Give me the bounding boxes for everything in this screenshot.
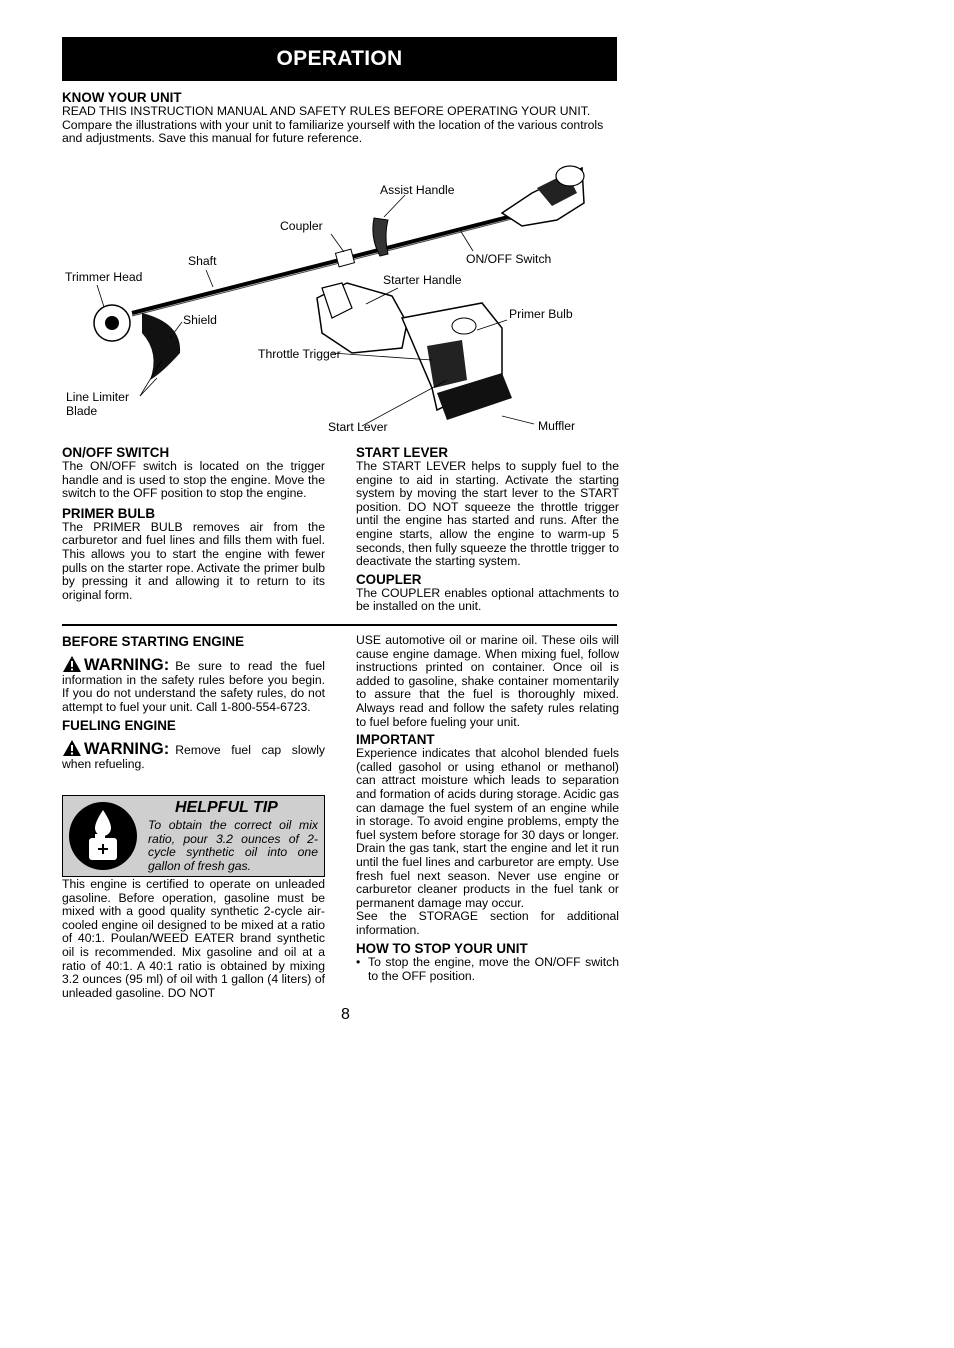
coupler-text: The COUPLER enables optional attachments to be installed on the unit. — [356, 585, 619, 614]
label-line-limiter: Line Limiter — [66, 390, 129, 404]
label-throttle-trigger: Throttle Trigger — [258, 347, 341, 361]
important-heading: IMPORTANT — [356, 732, 435, 748]
start-lever-text: The START LEVER helps to supply fuel to the engine to aid in starting. Activate the starting system by moving the start lever to the START position. DO NOT squeeze the throttle trigger until the engine has started and runs. After the engine starts, allow the engine to warm-up 5 seconds, then fully squeeze the throttle trigger to deactivate the starting system. — [356, 459, 619, 569]
helpful-tip-text: To obtain the correct oil mix ratio, pour 3.2 ounces of 2-cycle synthetic oil into one gallon of fresh gas. — [148, 818, 318, 873]
before-starting-heading: BEFORE STARTING ENGINE — [62, 634, 245, 649]
label-assist-handle: Assist Handle — [380, 183, 455, 197]
section-banner — [62, 37, 617, 81]
label-primer-bulb: Primer Bulb — [509, 307, 573, 321]
fueling-warning — [62, 739, 325, 771]
know-your-unit-section — [62, 90, 619, 146]
on-off-switch-section — [62, 445, 325, 602]
important-text: Experience indicates that alcohol blended fuels (called gasohol or using ethanol or methanol) can attract moisture which leads to separation and formation of acids during storage. Acidic gas can damage the fuel system of an engine while in storage. To avoid engine problems, empty the fuel system before storage for 30 days or longer. Drain the gas tank, start the engine and let it run until the fuel lines and carburetor are empty. Use fresh fuel next season. Never use engine or carburetor cleaner products in the fuel tank or permanent damage may occur. — [356, 746, 619, 910]
page-number: 8 — [341, 1006, 350, 1023]
how-to-stop-bullet: • To stop the engine, move the ON/OFF switch to the OFF position. — [368, 956, 619, 983]
before-starting-warning-text: Be sure to read the fuel information in the safety rules before you begin. If you do not understand the safety rules, do not attempt to fuel your unit. Call 1-800-554-6723. — [62, 659, 325, 714]
fuel-paragraph-continued: USE automotive oil or marine oil. These oils will cause engine damage. When mixing fuel, follow instructions printed on container. Once oil is added to gasoline, shake container momentarily to assure that the fuel is thoroughly mixed. Always read and follow the safety rules relating to fuel before fueling your unit. — [356, 633, 619, 729]
how-to-stop-list — [356, 956, 619, 983]
label-shaft: Shaft — [188, 254, 217, 268]
label-start-lever: Start Lever — [328, 420, 388, 434]
fuel-can-icon — [69, 802, 137, 870]
label-trimmer-head: Trimmer Head — [65, 270, 143, 284]
helpful-tip-box — [62, 795, 325, 877]
know-your-unit-line2: Compare the illustrations with your unit to familiarize yourself with the location of the various controls and adjustments. Save this manual for future reference. — [62, 117, 604, 146]
fueling-heading: FUELING ENGINE — [62, 718, 176, 734]
warning-triangle-icon — [62, 739, 82, 757]
important-text-2: See the STORAGE section for additional information. — [356, 909, 619, 937]
section-title: OPERATION — [276, 47, 403, 70]
know-your-unit-heading: KNOW YOUR UNIT — [62, 90, 182, 105]
fuel-paragraph: This engine is certified to operate on unleaded gasoline. Before operation, gasoline must be mixed with a good quality synthetic 2-cycle air-cooled engine oil designed to be mixed at a ratio of 40:1. Poulan/WEED EATER brand synthetic oil is recommended. Mix gasoline and oil at a ratio of 40:1. A 40:1 ratio is obtained by mixing 3.2 ounces (95 ml) of oil with 1 gallon (4 liters) of unleaded gasoline. DO NOT — [62, 877, 325, 1000]
warning-label: WARNING: — [84, 740, 170, 759]
trimmer-illustration — [62, 148, 622, 440]
label-starter-handle: Starter Handle — [383, 273, 462, 287]
before-starting-section — [62, 634, 325, 772]
start-lever-heading: START LEVER — [356, 445, 449, 460]
label-shield: Shield — [183, 313, 217, 327]
know-your-unit-line1: READ THIS INSTRUCTION MANUAL AND SAFETY RULES BEFORE OPERATING YOUR UNIT. — [62, 104, 591, 118]
primer-bulb-heading: PRIMER BULB — [62, 505, 155, 521]
fuel-continued-section — [356, 634, 619, 984]
trimmer-diagram — [62, 148, 622, 440]
warning-label: WARNING: — [84, 656, 170, 674]
helpful-tip-title: HELPFUL TIP — [175, 799, 278, 816]
label-muffler: Muffler — [538, 419, 576, 433]
label-coupler: Coupler — [280, 219, 323, 233]
label-blade: Blade — [66, 404, 98, 418]
before-starting-warning — [62, 655, 325, 714]
start-lever-section — [356, 445, 619, 614]
primer-bulb-text: The PRIMER BULB removes air from the carburetor and fuel lines and fills them with fuel. This allows you to start the engine with fewer pulls on the starter rope. Activate the primer bulb by pressing it and allowing it to return to its original form. — [62, 519, 325, 602]
warning-triangle-icon — [62, 655, 82, 673]
section-divider — [62, 624, 617, 626]
on-off-switch-heading: ON/OFF SWITCH — [62, 445, 170, 460]
fuel-paragraph-section — [62, 878, 325, 1000]
label-on-off-switch: ON/OFF Switch — [466, 252, 552, 266]
how-to-stop-heading: HOW TO STOP YOUR UNIT — [356, 941, 528, 957]
fueling-warning-text: Remove fuel cap slowly when refueling. — [62, 743, 325, 771]
coupler-heading: COUPLER — [356, 571, 422, 587]
fuel-can-drawing — [69, 802, 137, 870]
on-off-switch-text: The ON/OFF switch is located on the trigger handle and is used to stop the engine. Move the switch to the OFF position to stop the engine. — [62, 459, 325, 501]
